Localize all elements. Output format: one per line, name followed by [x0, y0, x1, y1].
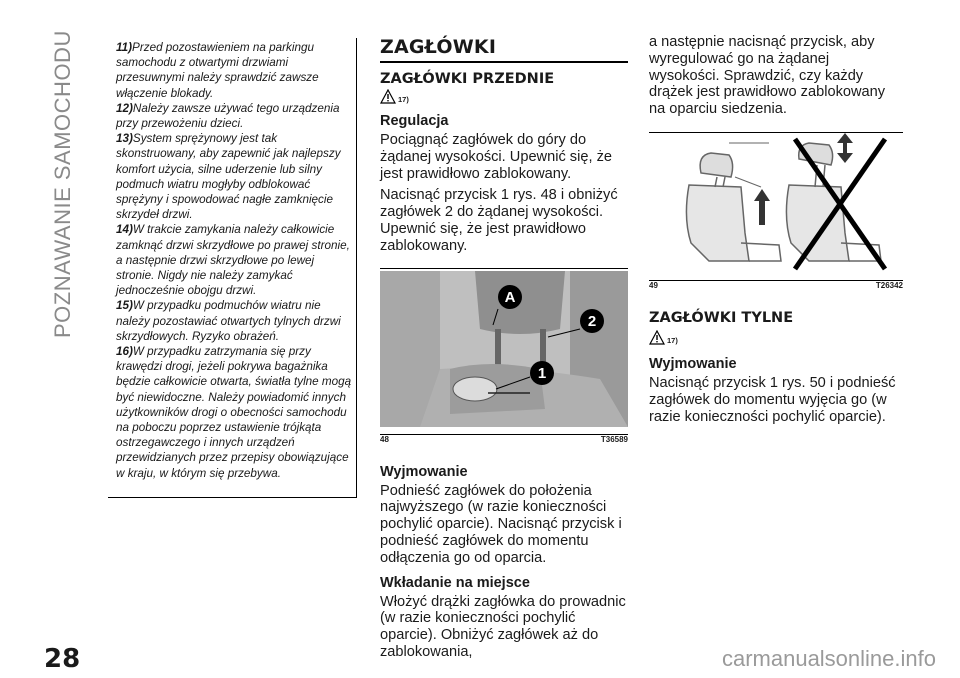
heading-wyjmowanie: Wyjmowanie — [649, 355, 737, 372]
subsection-title: ZAGŁÓWKI PRZEDNIE — [380, 71, 555, 87]
warning-triangle-icon — [649, 330, 665, 346]
paragraph: Pociągnąć zagłówek do góry do żądanej wysokości. Upewnić się, że jest prawidłowo zablokowany. — [380, 132, 612, 182]
figure-number: 48 — [380, 434, 389, 444]
figure-code: T26342 — [875, 280, 903, 290]
warning-triangle-icon — [380, 89, 396, 105]
note-text: System sprężynowy jest tak skonstruowany, aby zapewnić jak najlepszy komfort użycia, silne uderzenie lub silny podmuch wiatru mogłyby odblokować sprężyny i spowodować nagłe zamknięcie skrzydeł drzwi. — [116, 132, 341, 222]
note-text: W przypadku zatrzymania się przy krawędzi drogi, jeżeli pokrywa bagażnika będzie całkowicie otwarta, światła tylne mogą być niewidoczne. Należy powiadomić innych użytkowników drogi o obecności samochodu na poboczu poprzez ustawienie trójkąta ostrzegawczego i innych urządzeń przewidzianych przez przepisy obowiązujące w kraju, w którym się przebywa. — [116, 345, 352, 480]
note-text: Należy zawsze używać tego urządzenia przy przewożeniu dzieci. — [116, 101, 340, 131]
figure-code: T36589 — [600, 434, 628, 444]
heading-wyjmowanie: Wyjmowanie — [380, 463, 468, 480]
warning-reference — [380, 89, 628, 109]
note-item — [116, 298, 352, 344]
heading-wkladanie: Wkładanie na miejsce — [380, 574, 530, 591]
warning-ref-number: 17) — [398, 95, 409, 104]
note-number: 12) — [116, 101, 133, 115]
column-2 — [380, 36, 628, 661]
section-rule — [380, 61, 628, 63]
note-text: W trakcie zamykania należy całkowicie zamknąć drzwi skrzydłowe po prawej stronie, a następnie drzwi skrzydłowe po lewej stronie. Nigdy nie należy zamykać jednocześnie obojgu drzwi. — [116, 223, 350, 298]
paragraph: Podnieść zagłówek do położenia najwyższego (w razie konieczności pochylić oparcie). Nacisnąć przycisk i podnieść zagłówek do momentu odłączenia go od oparcia. — [380, 482, 622, 566]
page-number: 28 — [44, 644, 81, 674]
notes-list — [116, 40, 352, 481]
heading-regulacja: Regulacja — [380, 113, 449, 129]
note-text: W przypadku podmuchów wiatru nie należy pozostawiać otwartych tylnych drzwi skrzydłowych. Ryzyko obrażeń. — [116, 299, 341, 343]
watermark: carmanualsonline.info — [721, 646, 936, 671]
column-3 — [649, 34, 903, 425]
headrest-removal-illustration — [649, 133, 903, 275]
note-number: 14) — [116, 223, 133, 237]
note-number: 11) — [116, 41, 133, 54]
paragraph: Włożyć drążki zagłówka do prowadnic (w razie konieczności pochylić oparcie). Obniżyć zagłówek aż do zablokowania, — [380, 593, 626, 660]
note-number: 15) — [116, 299, 133, 313]
figure-number: 49 — [649, 280, 658, 290]
note-number: 16) — [116, 345, 133, 359]
note-item — [116, 222, 352, 298]
note-number: 13) — [116, 132, 133, 146]
note-item — [116, 40, 352, 101]
headrest-front-illustration — [380, 269, 628, 429]
rear-headrests-title: ZAGŁÓWKI TYLNE — [649, 309, 794, 326]
warning-reference — [649, 330, 903, 350]
figure-48 — [380, 269, 628, 444]
note-item — [116, 101, 352, 131]
paragraph: Nacisnąć przycisk 1 rys. 48 i obniżyć zagłówek 2 do żądanej wysokości. Upewnić się, że jest prawidłowo zablokowany. — [380, 187, 618, 254]
warning-ref-number: 17) — [667, 335, 678, 345]
paragraph-continued: a następnie nacisnąć przycisk, aby wyregulować go na żądanej wysokości. Sprawdzić, czy każdy drążek jest prawidłowo zablokowany na oparciu siedzenia. — [649, 34, 886, 118]
figure-caption — [649, 281, 903, 290]
section-title: ZAGŁÓWKI — [380, 36, 497, 58]
note-item — [116, 131, 352, 222]
callout-2: 2 — [587, 312, 597, 330]
note-text: Przed pozostawieniem na parkingu samochodu z otwartymi drzwiami przesuwnymi należy sprawdzić zawsze włączenie blokady. — [116, 41, 319, 100]
side-tab — [0, 0, 82, 678]
note-item — [116, 344, 352, 481]
callout-1: 1 — [537, 364, 547, 382]
figure-49 — [649, 133, 903, 290]
callout-a: A — [504, 288, 516, 306]
figure-caption — [380, 435, 628, 444]
side-chapter-title: POZNAWANIE SAMOCHODU — [50, 30, 75, 338]
paragraph: Nacisnąć przycisk 1 rys. 50 i podnieść zagłówek do momentu wyjęcia go (w razie konieczności pochylić oparcie). — [649, 374, 896, 425]
